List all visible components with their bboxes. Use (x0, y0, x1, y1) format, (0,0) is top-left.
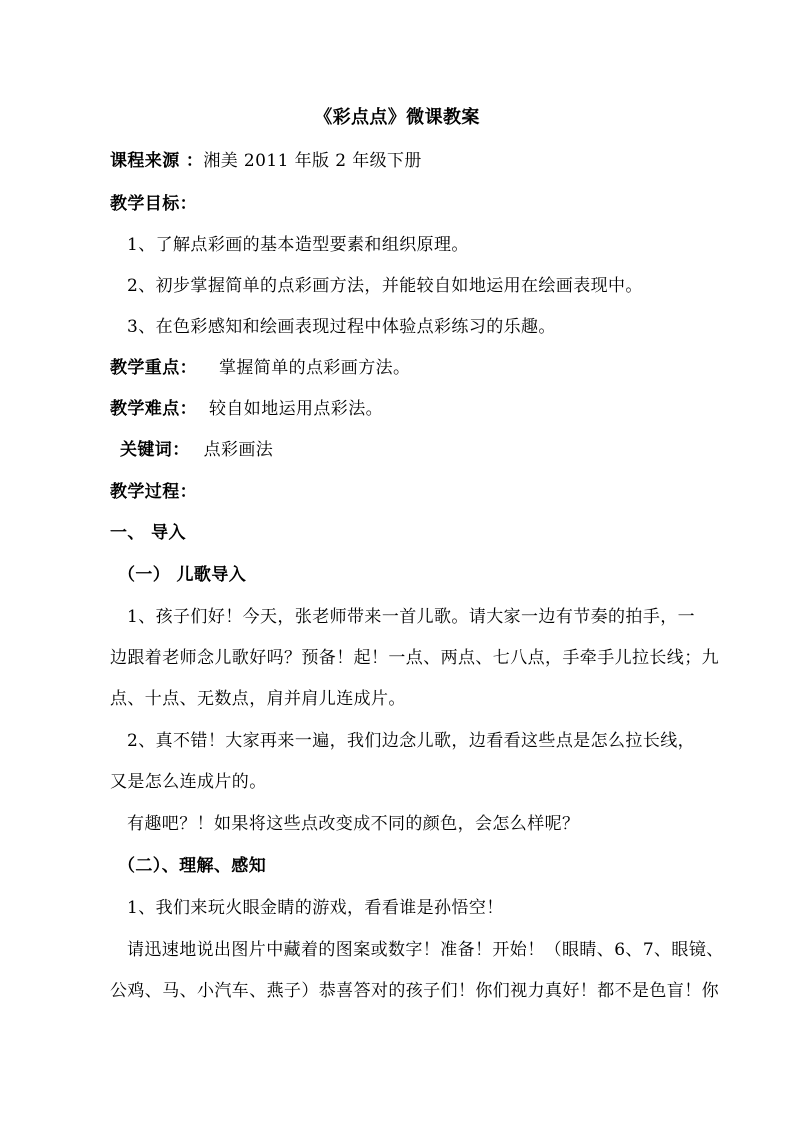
difficulty (110, 398, 383, 420)
keywords-value: 点彩画法 (203, 440, 274, 460)
key-point-value: 掌握简单的点彩画方法。 (219, 358, 411, 378)
process-heading: 教学过程： (110, 482, 197, 502)
key-point (110, 357, 410, 379)
objective-item: 2、初步掌握简单的点彩画方法，并能较自如地运用在绘画表现中。 (127, 276, 643, 296)
keywords (120, 439, 273, 461)
course-source-label: 课程来源 ： (110, 151, 204, 171)
paragraph-line: 点、十点、无数点，肩并肩儿连成片。 (110, 689, 406, 709)
course-source (110, 150, 422, 172)
paragraph-line: 又是怎么连成片的。 (110, 772, 267, 792)
paragraph-line: 2、真不错！大家再来一遍，我们边念儿歌，边看看这些点是怎么拉长线， (127, 731, 696, 751)
objective-item: 1、了解点彩画的基本造型要素和组织原理。 (127, 235, 469, 255)
paragraph-line: 1、孩子们好！今天，张老师带来一首儿歌。请大家一边有节奏的拍手，一 (127, 607, 696, 627)
subsection-heading: （一） 儿歌导入 (118, 565, 247, 585)
objectives-heading: 教学目标： (110, 194, 197, 214)
section-heading: 一、 导入 (110, 523, 186, 543)
paragraph-line: 请迅速地说出图片中藏着的图案或数字！准备！开始！（眼睛、6、7、眼镜、 (127, 940, 724, 960)
difficulty-value: 较自如地运用点彩法。 (209, 399, 383, 419)
course-source-value: 湘美 2011 年版 2 年级下册 (203, 151, 422, 171)
key-point-label: 教学重点： (110, 358, 197, 378)
keywords-label: 关键词： (120, 440, 190, 460)
paragraph-line: 公鸡、马、小汽车、燕子）恭喜答对的孩子们！你们视力真好！都不是色盲！你 (110, 981, 719, 1001)
document-title: 《彩点点》微课教案 (314, 107, 480, 128)
paragraph-line: 边跟着老师念儿歌好吗？预备！起！一点、两点、七八点，手牵手儿拉长线；九 (110, 648, 719, 668)
difficulty-label: 教学难点： (110, 399, 197, 419)
paragraph-line: 有趣吧？！如果将这些点改变成不同的颜色，会怎么样呢？ (127, 814, 580, 834)
subsection-heading: （二）、理解、感知 (118, 856, 267, 876)
objective-item: 3、在色彩感知和绘画表现过程中体验点彩练习的乐趣。 (127, 317, 556, 337)
paragraph-line: 1、我们来玩火眼金睛的游戏，看看谁是孙悟空！ (127, 898, 504, 918)
